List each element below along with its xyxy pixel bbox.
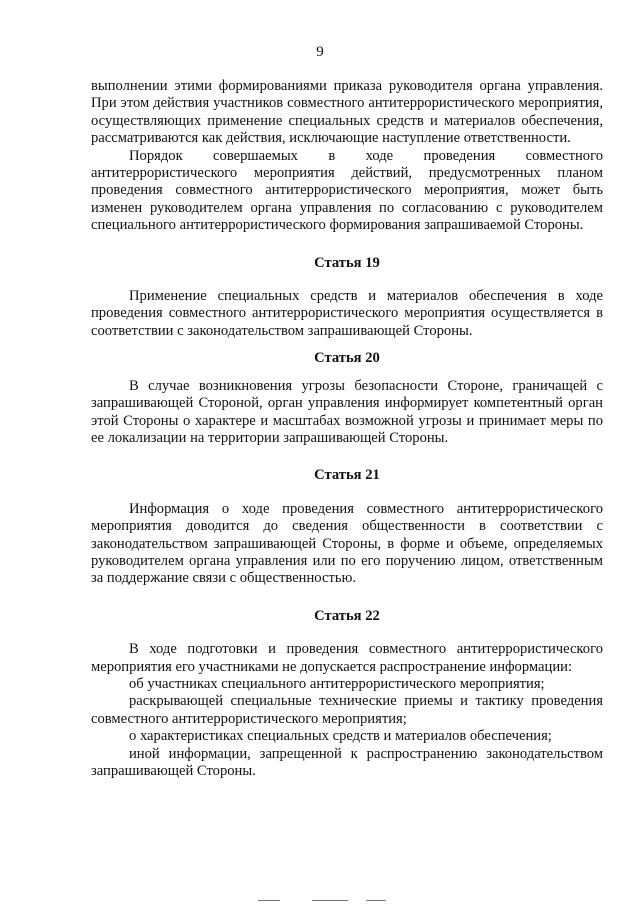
article-heading: Статья 19 bbox=[314, 254, 380, 271]
list-item: о характеристиках специальных средств и материалов обеспечения; bbox=[129, 728, 552, 745]
list-item: раскрывающей специальные технические приемы и тактику проведения совместного антитеррористического мероприятия; bbox=[91, 693, 603, 727]
paragraph: Порядок совершаемых в ходе проведения совместного антитеррористического мероприятия действий, предусмотренных планом проведения совместного антитеррористического мероприятия, может быть изменен руководителем органа управления по согласованию с руководителем специального антитеррористического формирования запрашиваемой Стороны. bbox=[91, 147, 603, 234]
list-item: об участниках специального антитеррористического мероприятия; bbox=[129, 675, 545, 692]
footer-dash bbox=[312, 900, 348, 901]
document-body bbox=[91, 78, 603, 780]
footer-dash bbox=[258, 900, 280, 901]
article-heading: Статья 22 bbox=[314, 607, 380, 624]
paragraph: Информация о ходе проведения совместного антитеррористического мероприятия доводится до сведения общественности в соответствии с законодательством запрашивающей Стороны, в форме и объеме, определяемых руководителем органа управления или по его поручению лицом, ответственным за поддержание связи с общественностью. bbox=[91, 500, 603, 587]
paragraph: В случае возникновения угрозы безопасности Стороне, граничащей с запрашивающей Стороной, орган управления информирует компетентный орган этой Стороны о характере и масштабах возможной угрозы и принимает меры по ее локализации на территории запрашивающей Стороны. bbox=[91, 377, 603, 446]
paragraph: выполнении этими формированиями приказа руководителя органа управления. При этом действия участников совместного антитеррористического мероприятия, осуществляющих применение специальных средств и материалов обеспечения, рассматриваются как действия, исключающие наступление ответственности. bbox=[91, 78, 603, 147]
article-heading: Статья 21 bbox=[314, 467, 380, 484]
list-item: иной информации, запрещенной к распространению законодательством запрашивающей Стороны. bbox=[91, 745, 603, 779]
paragraph: Применение специальных средств и материалов обеспечения в ходе проведения совместного антитеррористического мероприятия осуществляется в соответствии с законодательством запрашивающей Стороны. bbox=[91, 288, 603, 339]
footer-marks bbox=[258, 900, 388, 902]
footer-dash bbox=[366, 900, 386, 901]
article-heading: Статья 20 bbox=[314, 350, 380, 367]
paragraph: В ходе подготовки и проведения совместного антитеррористического мероприятия его участниками не допускается распространение информации: bbox=[91, 641, 603, 675]
page-number: 9 bbox=[316, 44, 324, 60]
